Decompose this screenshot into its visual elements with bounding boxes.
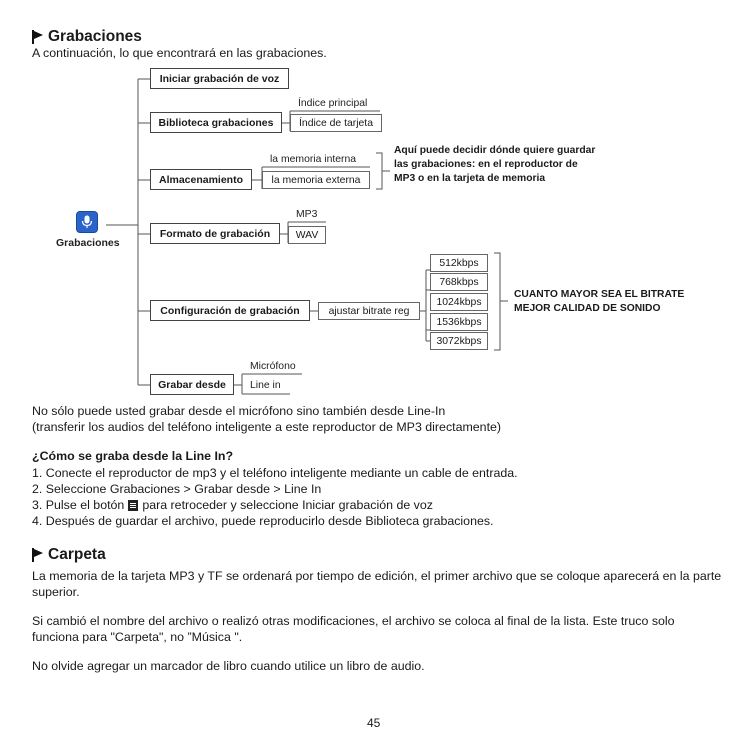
back-button-icon [128, 500, 138, 511]
grabaciones-title-text: Grabaciones [48, 28, 142, 45]
howto-step-3-after: para retroceder y seleccione Iniciar grabación de voz [142, 498, 433, 512]
note-bitrate-line-1: CUANTO MAYOR SEA EL BITRATE [514, 289, 685, 300]
leaf-bitrate-768[interactable]: 768kbps [430, 273, 488, 291]
branch-almacenamiento[interactable]: Almacenamiento [150, 169, 252, 190]
howto-heading: ¿Cómo se graba desde la Line In? [32, 449, 234, 463]
branch-configuracion-grabacion[interactable]: Configuración de grabación [150, 300, 310, 321]
branch-iniciar-grabacion[interactable]: Iniciar grabación de voz [150, 68, 289, 89]
leaf-mp3[interactable]: MP3 [296, 209, 318, 220]
howto-step-1: 1. Conecte el reproductor de mp3 y el teléfono inteligente mediante un cable de entrada. [32, 466, 518, 480]
leaf-line-in[interactable]: Line in [250, 380, 281, 391]
grabaciones-intro: A continuación, lo que encontrará en las grabaciones. [32, 46, 327, 60]
carpeta-paragraph-3: No olvide agregar un marcador de libro cuando utilice un libro de audio. [32, 659, 425, 673]
howto-step-3-before: 3. Pulse el botón [32, 498, 125, 512]
note-bitrate-line-2: MEJOR CALIDAD DE SONIDO [514, 303, 661, 314]
leaf-bitrate-1536[interactable]: 1536kbps [430, 313, 488, 331]
leaf-memoria-externa[interactable]: la memoria externa [262, 171, 370, 189]
howto-step-2: 2. Seleccione Grabaciones > Grabar desde > Line In [32, 482, 322, 496]
leaf-wav[interactable]: WAV [288, 226, 326, 244]
carpeta-paragraph-1: La memoria de la tarjeta MP3 y TF se ordenará por tiempo de edición, el primer archivo que se coloque aparecerá en la parte superior. [32, 569, 722, 599]
leaf-bitrate-1024[interactable]: 1024kbps [430, 293, 488, 311]
leaf-ajustar-bitrate[interactable]: ajustar bitrate reg [318, 302, 420, 320]
microphone-icon[interactable] [76, 211, 98, 233]
howto-step-3 [32, 497, 433, 513]
flag-icon [32, 548, 43, 562]
leaf-indice-tarjeta[interactable]: Índice de tarjeta [290, 114, 382, 132]
leaf-microfono[interactable]: Micrófono [250, 361, 296, 372]
leaf-memoria-interna[interactable]: la memoria interna [270, 154, 357, 165]
branch-formato-grabacion[interactable]: Formato de grabación [150, 223, 280, 244]
note-almacenamiento: Aquí puede decidir dónde quiere guardar las grabaciones: en el reproductor de MP3 o en la tarjeta de memoria [394, 145, 596, 184]
microphone-glyph [81, 215, 93, 229]
section-title-carpeta [32, 546, 106, 564]
leaf-bitrate-3072[interactable]: 3072kbps [430, 332, 488, 350]
after-map-line-2: (transferir los audios del teléfono inteligente a este reproductor de MP3 directamente) [32, 420, 502, 434]
branch-grabar-desde[interactable]: Grabar desde [150, 374, 234, 395]
mindmap-root-label: Grabaciones [56, 237, 120, 249]
leaf-bitrate-512[interactable]: 512kbps [430, 254, 488, 272]
carpeta-title-text: Carpeta [48, 546, 106, 563]
branch-biblioteca-grabaciones[interactable]: Biblioteca grabaciones [150, 112, 282, 133]
leaf-indice-principal[interactable]: Índice principal [298, 98, 368, 109]
howto-step-4: 4. Después de guardar el archivo, puede reproducirlo desde Biblioteca grabaciones. [32, 514, 494, 528]
after-map-line-1: No sólo puede usted grabar desde el micrófono sino también desde Line-In [32, 404, 446, 418]
page-number: 45 [367, 716, 381, 730]
carpeta-paragraph-2: Si cambió el nombre del archivo o realizó otras modificaciones, el archivo se coloca al final de la lista. Este truco solo funciona para "Carpeta", no ”Música ". [32, 614, 675, 644]
